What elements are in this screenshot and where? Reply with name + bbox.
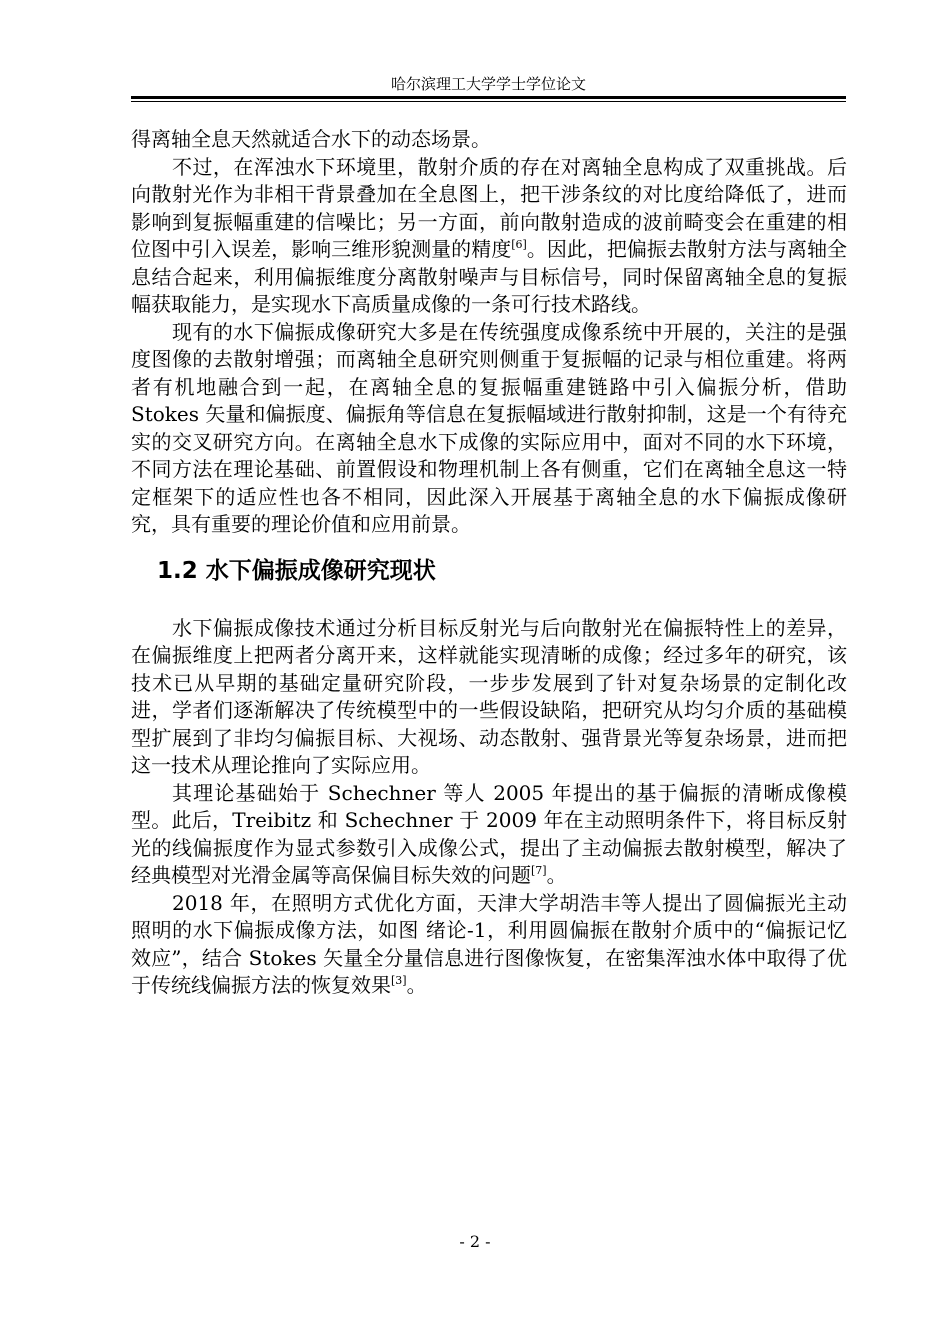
paragraph-overview <box>131 615 847 780</box>
paragraph-text: 2018 年，在照明方式优化方面，天津大学胡浩丰等人提出了圆偏振光主动照明的水下偏振成像方法，如图 绪论-1，利用圆偏振在散射介质中的“偏振记忆效应”，结合 Stokes 矢量全分量信息进行图像恢复，在密集浑浊水体中取得了优于传统线偏振方法的恢复效果 <box>131 890 847 997</box>
citation-ref: [3] <box>391 974 407 987</box>
paragraph-text-tail: 。 <box>546 863 567 887</box>
citation-ref: [6] <box>511 238 527 251</box>
paragraph-circular-polarization <box>131 890 847 1000</box>
citation-ref: [7] <box>531 864 547 877</box>
paragraph-text: 现有的水下偏振成像研究大多是在传统强度成像系统中开展的，关注的是强度图像的去散射增强；而离轴全息研究则侧重于复振幅的记录与相位重建。将两者有机地融合到一起，在离轴全息的复振幅重建链路中引入偏振分析，借助 Stokes 矢量和偏振度、偏振角等信息在复振幅域进行散射抑制，这是一个有待充实的交叉研究方向。在离轴全息水下成像的实际应用中，面对不同的水下环境，不同方法在理论基础、前置假设和物理机制上各有侧重，它们在离轴全息这一特定框架下的适应性也各不相同，因此深入开展基于离轴全息的水下偏振成像研究，具有重要的理论价值和应用前景。 <box>131 319 847 536</box>
paragraph-scattering-challenge <box>131 154 847 319</box>
paragraph-text-tail: 。 <box>406 973 427 997</box>
paragraph-research-gap <box>131 319 847 539</box>
paragraph-text-tail: 。因此，把偏振去散射方法与离轴全息结合起来，利用偏振维度分离散射噪声与目标信号，同时保留离轴全息的复振幅获取能力，是实现水下高质量成像的一条可行技术路线。 <box>131 237 848 316</box>
header-rule-thin <box>131 101 846 102</box>
page-number: - 2 - <box>459 1232 491 1251</box>
paragraph-text: 水下偏振成像技术通过分析目标反射光与后向散射光在偏振特性上的差异，在偏振维度上把两者分离开来，这样就能实现清晰的成像；经过多年的研究，该技术已从早期的基础定量研究阶段，一步步发展到了针对复杂场景的定制化改进，学者们逐渐解决了传统模型中的一些假设缺陷，把研究从均匀介质的基础模型扩展到了非均匀偏振目标、大视场、动态散射、强背景光等复杂场景，进而把这一技术从理论推向了实际应用。 <box>131 615 847 777</box>
paragraph-text: 得离轴全息天然就适合水下的动态场景。 <box>131 127 491 151</box>
paragraph-theory-basis <box>131 780 847 890</box>
header-rule-thick <box>131 96 846 99</box>
running-header: 哈尔滨理工大学学士学位论文 <box>390 75 586 93</box>
body-text <box>131 126 847 1000</box>
paragraph-text: 其理论基础始于 Schechner 等人 2005 年提出的基于偏振的清晰成像模型。此后，Treibitz 和 Schechner 于 2009 年在主动照明条件下，将目标反射光的线偏振度作为显式参数引入成像公式，提出了主动偏振去散射模型，解决了经典模型对光滑金属等高保偏目标失效的问题 <box>131 780 847 887</box>
paragraph-continuation <box>131 126 847 154</box>
paragraph-text: 不过，在浑浊水下环境里，散射介质的存在对离轴全息构成了双重挑战。后向散射光作为非相干背景叠加在全息图上，把干涉条纹的对比度给降低了，进而影响到复振幅重建的信噪比；另一方面，前向散射造成的波前畸变会在重建的相位图中引入误差，影响三维形貌测量的精度 <box>131 154 847 261</box>
section-heading: 1.2 水下偏振成像研究现状 <box>157 557 436 584</box>
